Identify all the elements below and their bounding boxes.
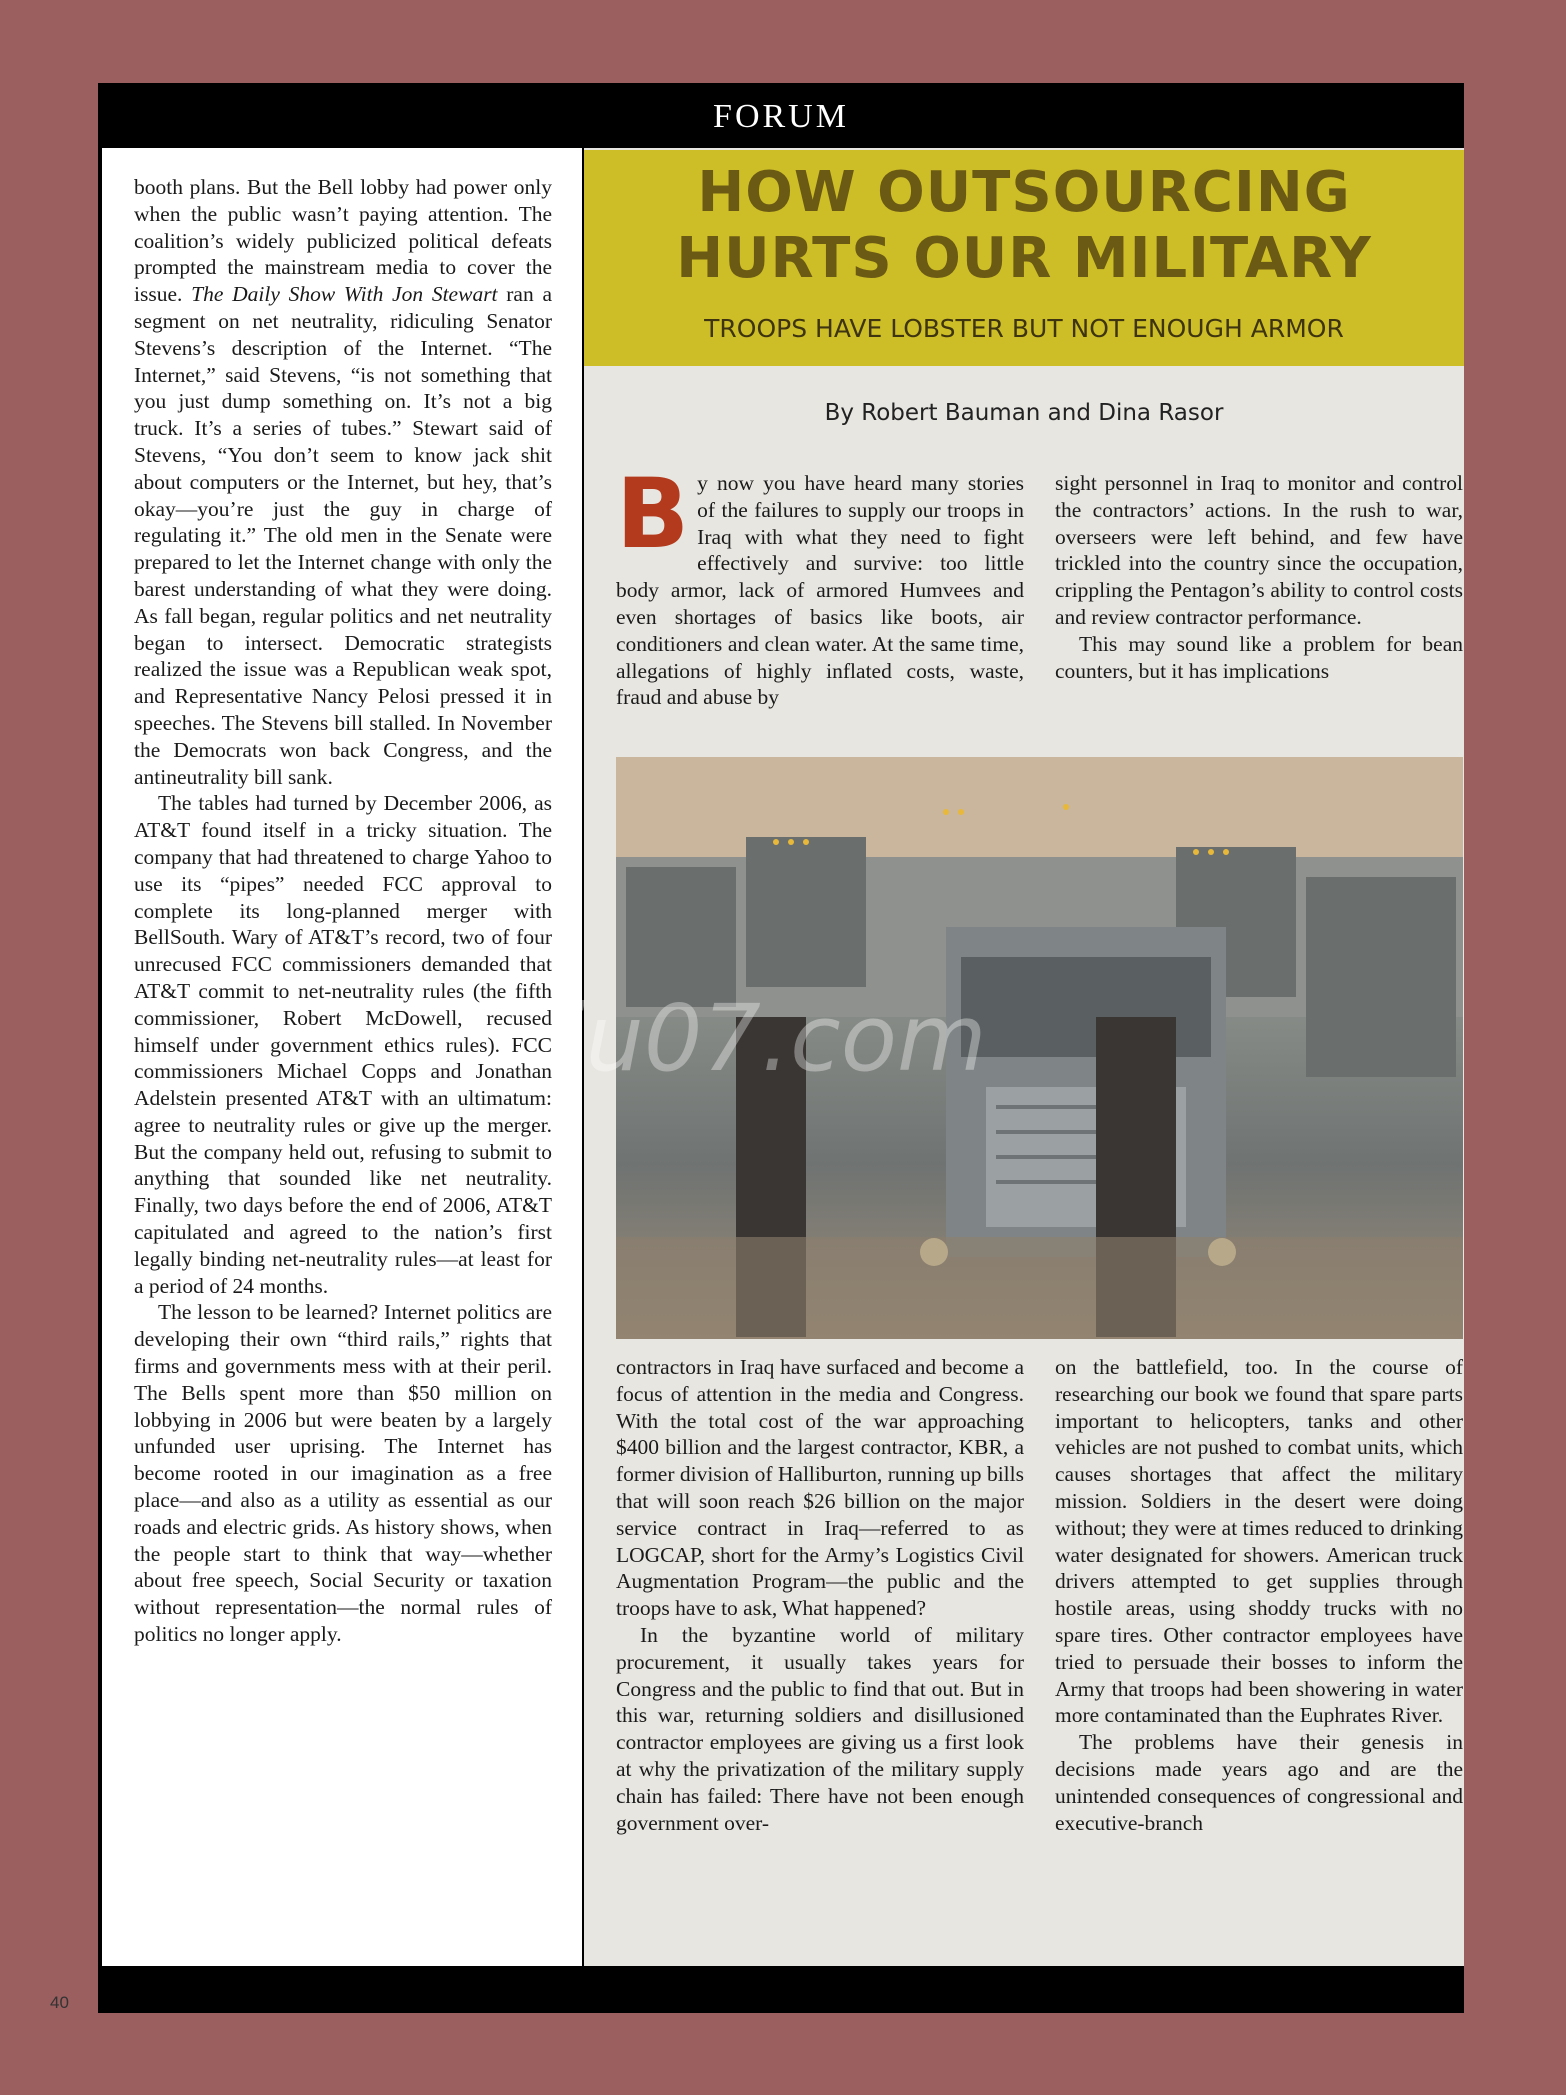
- article-subtitle: TROOPS HAVE LOBSTER BUT NOT ENOUGH ARMOR: [704, 314, 1344, 343]
- left-column: [134, 174, 552, 1648]
- left-paragraph-3: The lesson to be learned? Internet politics are developing their own “third rails,” rights that firms and governments mess with at their peril. The Bells spent more than $50 million on lobbying in 2006 but were beaten by a largely unfunded user uprising. The Internet has become rooted in our imagination as a free place—and also as a utility as essential as our roads and electric grids. As history shows, when the people start to think that way—whether about free speech, Social Security or taxation without representation—the normal rules of politics no longer apply.: [134, 1300, 552, 1647]
- article-title: HOW OUTSOURCING HURTS OUR MILITARY: [676, 160, 1372, 291]
- left-paragraph-2: The tables had turned by December 2006, as AT&T found itself in a tricky situation. The company that had threatened to charge Yahoo to use its “pipes” needed FCC approval to complete its long-planned merger with BellSouth. Wary of AT&T’s record, two of four unrecused FCC commissioners demanded that AT&T commit to net-neutrality rules (the fifth commissioner, Robert McDowell, recused himself under government ethics rules). FCC commissioners Michael Copps and Jonathan Adelstein presented AT&T with an ultimatum: agree to neutrality rules or give up the merger. But the company held out, refusing to submit to anything that sounded like net neutrality. Finally, two days before the end of 2006, AT&T capitulated and agreed to the nation’s first legally binding net-neutrality rules—at least for a period of 24 months.: [134, 791, 552, 1298]
- article-column-1-bottom: contractors in Iraq have surfaced and become a focus of attention in the media and Congress. With the total cost of the war approaching $400 billion and the largest contractor, KBR, a former division of Halliburton, running up bills that will soon reach $26 billion on the major service contract in Iraq—referred to as LOGCAP, short for the Army’s Logistics Civil Augmentation Program—the public and the troops have to ask, What happened? In the byzantine world of military procurement, it usually takes years for Congress and the public to find that out. But in this war, returning soldiers and disillusioned contractor employees are giving us a first look at why the privatization of the military supply chain has failed: There have not been enough government over-: [616, 1355, 1024, 1835]
- article-column-1-top: By now you have heard many stories of the failures to supply our troops in Iraq with what they need to fight effectively and survive: too little body armor, lack of armored Humvees and even shortages of basics like boots, air conditioners and clean water. At the same time, allegations of highly inflated costs, waste, fraud and abuse by: [616, 458, 1024, 710]
- page-number: 40: [50, 1993, 69, 2012]
- article-column-2-bottom: on the battlefield, too. In the course of researching our book we found that spare parts important to helicopters, tanks and other vehicles are not pushed to combat units, which causes shortages that affect the military mission. Soldiers in the desert were doing without; they were at times reduced to drinking water designated for showers. American truck drivers attempted to get supplies through hostile areas, using shoddy trucks with no spare tires. Other contractor employees have tried to persuade their bosses to inform the Army that troops had been showering in water more contaminated than the Euphrates River. The problems have their genesis in decisions made years ago and are the unintended consequences of congressional and executive-branch: [1055, 1355, 1463, 1835]
- section-header: FORUM: [98, 83, 1464, 147]
- watermark: iu07.com: [560, 985, 987, 1092]
- article-column-2-top: sight personnel in Iraq to monitor and control the contractors’ actions. In the rush to war, overseers were left behind, and few have trickled into the country since the occupation, crippling the Pentagon’s ability to control costs and review contractor performance. This may sound like a problem for bean counters, but it has implications: [1055, 471, 1463, 683]
- show-title: The Daily Show With Jon Stewart: [191, 282, 498, 307]
- drop-cap: B: [616, 458, 690, 570]
- left-paragraph-1: booth plans. But the Bell lobby had power only when the public wasn’t paying attention. The coalition’s widely publicized political defeats prompted the mainstream media to cover the issue. The Daily Show With Jon Stewart ran a segment on net neutrality, ridiculing Senator Stevens’s description of the Internet. “The Internet,” said Stevens, “is not something that you just dump something on. It’s not a big truck. It’s a series of tubes.” Stewart said of Stevens, “You don’t seem to know jack shit about computers or the Internet, but hey, that’s okay—you’re just the guy in charge of regulating it.” The old men in the Senate were prepared to let the Internet change with only the barest understanding of what they were doing. As fall began, regular politics and net neutrality began to intersect. Democratic strategists realized the issue was a Republican weak spot, and Representative Nancy Pelosi pressed it in speeches. The Stevens bill stalled. In November the Democrats won back Congress, and the antineutrality bill sank.: [134, 175, 552, 789]
- byline: By Robert Bauman and Dina Rasor: [824, 400, 1224, 426]
- bottom-bar: [98, 1966, 1464, 2013]
